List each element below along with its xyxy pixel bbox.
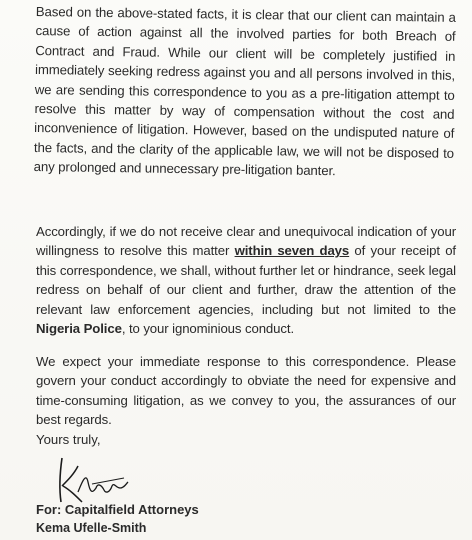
ultimatum-text-3: , to your ignominious conduct. [121, 321, 295, 337]
paragraph-facts: Based on the above-stated facts, it is clear that our client can maintain a cause of action against all the involved parties for both Breach of Contract and Fraud. While our client will be completely justified in immediately seeking redress against you and all persons involved in this, we are sending this correspondence to you as a pre-litigation attempt to resolve this matter by way of compensation without the cost and inconvenience of litigation. However, based on the undisputed nature of the facts, and the clarity of the applicable law, we will not be disposed to any prolonged and unnecessary pre-litigation banter. [33, 3, 456, 179]
closing-salutation: Yours truly, [36, 432, 101, 447]
ultimatum-text-2: of your receipt of this correspondence, we shall, without further let or hindrance, seek legal redress on behalf of our client and further, draw the attention of the relevant law enforcement agencies, including but not limited to the [36, 243, 456, 317]
agency-name: Nigeria Police [36, 321, 122, 337]
paragraph-response: We expect your immediate response to this correspondence. Please govern your conduct accordingly to obviate the need for expensive and time-consuming litigation, as we convey to you, the assurances of our best regards. [36, 354, 456, 428]
deadline-emphasis: within seven days [234, 243, 350, 259]
signatory-name: Kema Ufelle-Smith [36, 521, 147, 535]
ultimatum-text-1: Accordingly, if we do not receive clear and unequivocal indication of your willingness to resolve this matter [36, 224, 456, 259]
signatory-firm: For: Capitalfield Attorneys [36, 502, 199, 517]
handwritten-signature [52, 452, 132, 508]
paragraph-ultimatum [36, 222, 456, 338]
